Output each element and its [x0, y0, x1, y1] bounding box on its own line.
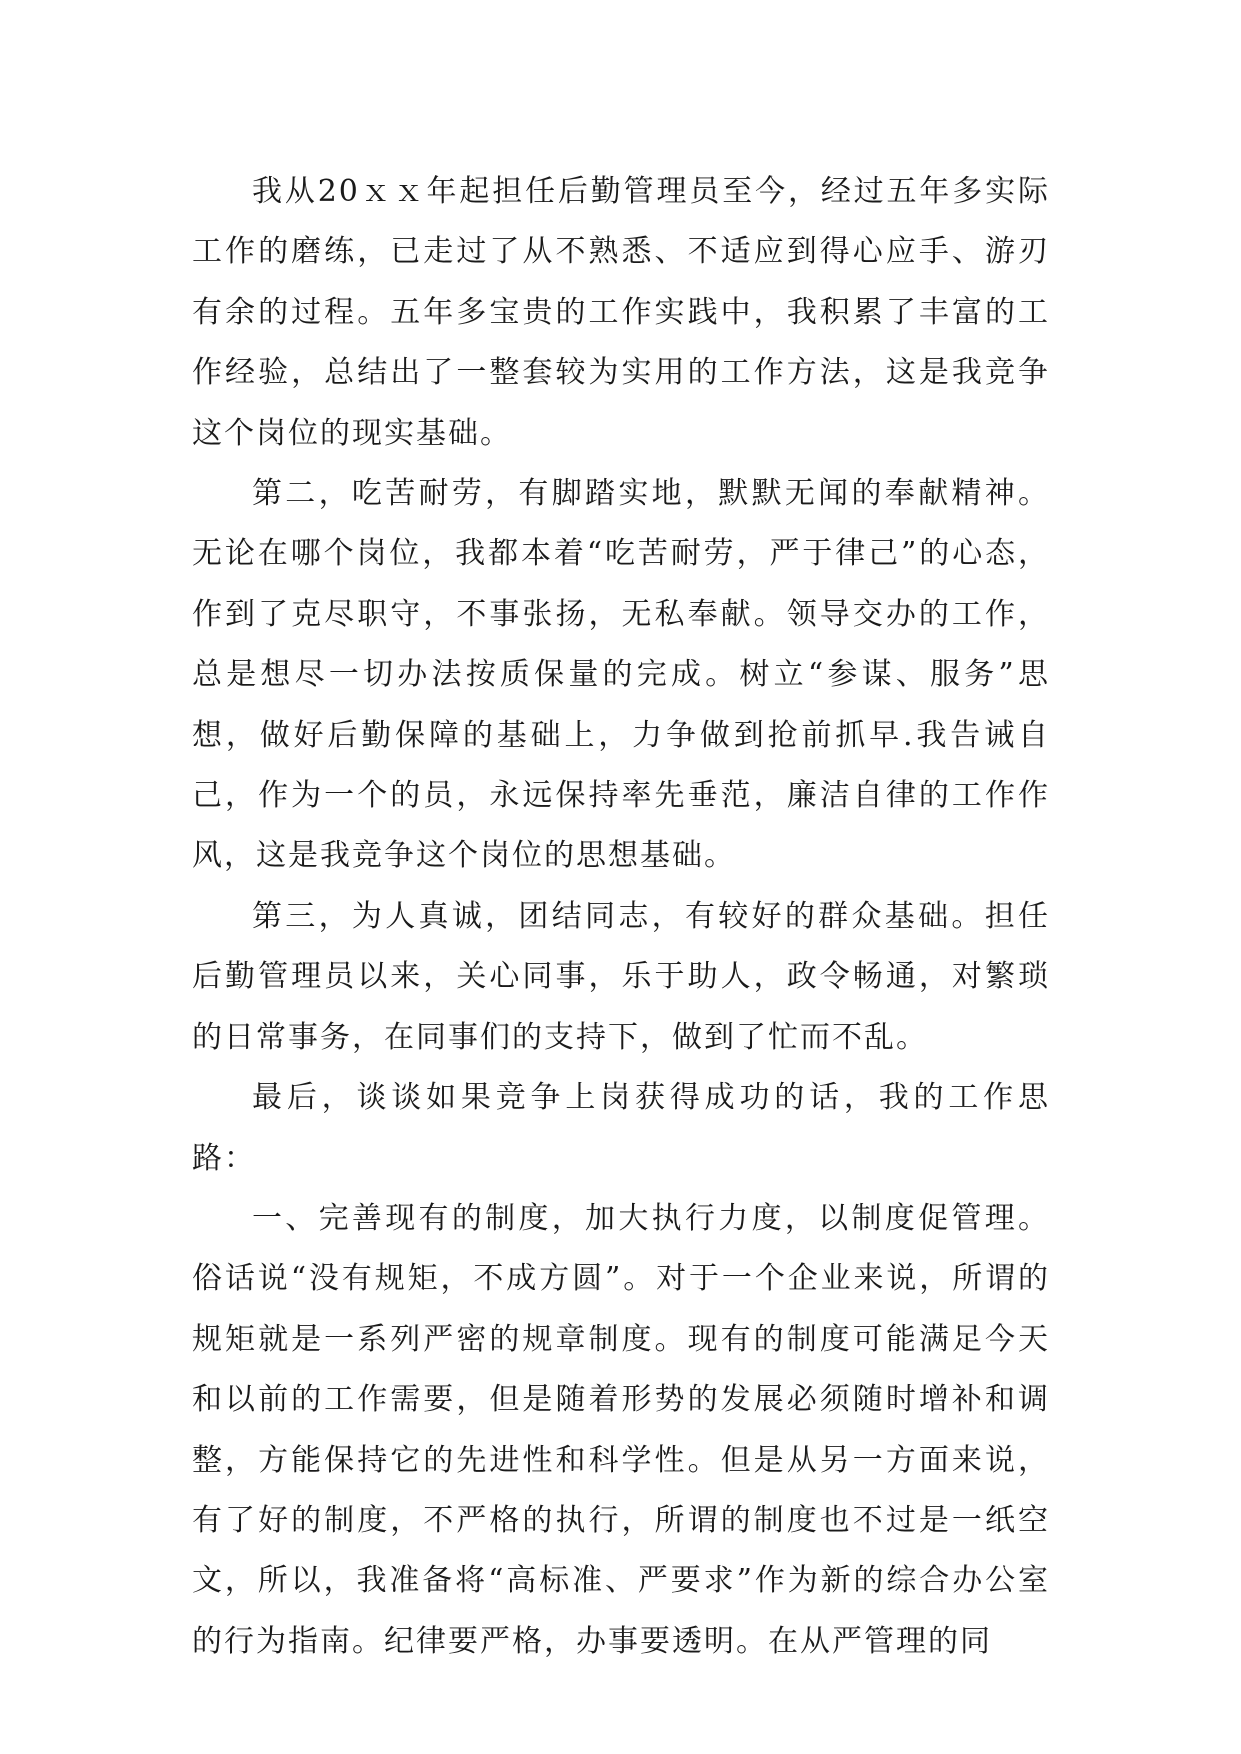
paragraph-third-point: 第三，为人真诚，团结同志，有较好的群众基础。担任后勤管理员以来，关心同事，乐于助人，政令畅通，对繁琐的日常事务，在同事们的支持下，做到了忙而不乱。: [192, 898, 1050, 1055]
paragraph-experience: 我从20ｘｘ年起担任后勤管理员至今，经过五年多实际工作的磨练，已走过了从不熟悉、不适应到得心应手、游刃有余的过程。五年多宝贵的工作实践中，我积累了丰富的工作经验，总结出了一整套较为实用的工作方法，这是我竞争这个岗位的现实基础。: [192, 174, 1050, 451]
paragraph-plan-item-one: 一、完善现有的制度，加大执行力度，以制度促管理。俗话说“没有规矩，不成方圆”。对于一个企业来说，所谓的规矩就是一系列严密的规章制度。现有的制度可能满足今天和以前的工作需要，但是随着形势的发展必须随时增补和调整，方能保持它的先进性和科学性。但是从另一方面来说，有了好的制度，不严格的执行，所谓的制度也不过是一纸空文，所以，我准备将“高标准、严要求”作为新的综合办公室的行为指南。纪律要严格，办事要透明。在从严管理的同: [192, 1200, 1050, 1659]
body-text: [192, 162, 1050, 1672]
paragraph-work-plan-intro: 最后，谈谈如果竞争上岗获得成功的话，我的工作思路：: [192, 1080, 1050, 1176]
paragraph-second-point: 第二，吃苦耐劳，有脚踏实地，默默无闻的奉献精神。无论在哪个岗位，我都本着“吃苦耐劳，严于律己”的心态，作到了克尽职守，不事张扬，无私奉献。领导交办的工作，总是想尽一切办法按质保量的完成。树立“参谋、服务”思想，做好后勤保障的基础上，力争做到抢前抓早.我告诫自己，作为一个的员，永远保持率先垂范，廉洁自律的工作作风，这是我竞争这个岗位的思想基础。: [192, 476, 1050, 874]
